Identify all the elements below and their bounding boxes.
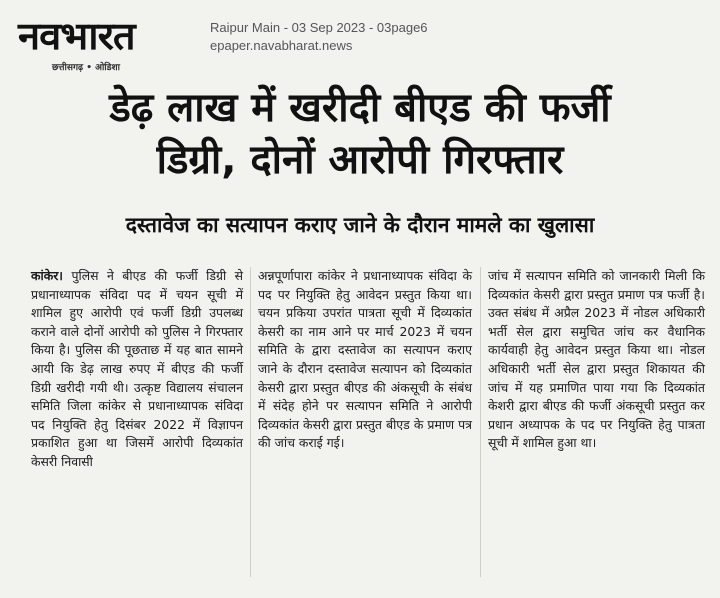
article-column-3: जांच में सत्यापन समिति को जानकारी मिली कि दिव्यकांत केसरी द्वारा प्रस्तुत प्रमाण पत्र फर्जी है। उक्त संबंध में अप्रैल 2023 में नोडल अधिकारी भर्ती सेल द्वारा समुचित जांच कर वैधानिक कार्यवाही हेतु आवेदन प्रस्तुत किया था। नोडल अधिकारी भर्ती सेल द्वारा प्रस्तुत शिकायत की जांच में यह प्रमाणित पाया गया कि दिव्यकांत केशरी द्वारा बीएड की फर्जी अंकसूची प्रस्तुत कर प्रधान अध्यापक के पद पर नियुक्ति हेतु पात्रता सूची में शामिल हुआ था। xyxy=(488,268,705,451)
edition-info: Raipur Main - 03 Sep 2023 - 03page6 xyxy=(210,20,428,35)
headline-line-2: डिग्री, दोनों आरोपी गिरफ्तार xyxy=(156,137,564,183)
column-divider xyxy=(250,267,251,577)
headline-line-1: डेढ़ लाख में खरीदी बीएड की फर्जी xyxy=(109,85,611,131)
epaper-url: epaper.navabharat.news xyxy=(210,38,353,53)
subheadline: दस्तावेज का सत्यापन कराए जाने के दौरान मामले का खुलासा xyxy=(125,213,595,237)
column-divider xyxy=(480,267,481,577)
masthead xyxy=(12,12,708,73)
newspaper-logo: नवभारत xyxy=(18,14,135,58)
article-column-1 xyxy=(31,267,243,472)
headline xyxy=(0,82,720,186)
column-1-text: पुलिस ने बीएड की फर्जी डिग्री से प्रधानाध्यापक संविदा पद में चयन सूची में शामिल हुए आरोपी एवं फर्जी डिग्री उपलब्ध कराने वाले दोनों आरोपी को पुलिस ने गिरफ्तार किया है। पुलिस की पूछताछ में यह बात सामने आयी कि डेढ़ लाख रुपए में बीएड की फर्जी डिग्री खरीदी गयी थी। उत्कृष्ट विद्यालय संचालन समिति जिला कांकेर से प्रधानाध्यापक संविदा पद नियुक्ति हेतु दिसंबर 2022 में विज्ञापन प्रकाशित हुआ था जिसमें आरोपी दिव्यकांत केसरी निवासी xyxy=(31,268,243,469)
article-column-2: अन्नपूर्णापारा कांकेर ने प्रधानाध्यापक संविदा के पद पर नियुक्ति हेतु आवेदन प्रस्तुत किया था। चयन प्रकिया उपरांत पात्रता सूची में दिव्यकांत केसरी का नाम आने पर मार्च 2023 में चयन समिति के द्वारा दस्तावेज का सत्यापन कराए जाने के दौरान दस्तावेज सत्यापन को दिव्यकांत केसरी द्वारा प्रस्तुत बीएड की अंकसूची के संबंध में संदेह होने पर सत्यापन समिति ने आरोपी दिव्यकांत केसरी द्वारा प्रस्तुत बीएड के प्रमाण पत्र की जांच कराई गई। xyxy=(258,268,472,451)
dateline: कांकेर। xyxy=(31,268,64,283)
logo-region-tagline: छत्तीसगढ़ • ओडिशा xyxy=(52,63,120,73)
